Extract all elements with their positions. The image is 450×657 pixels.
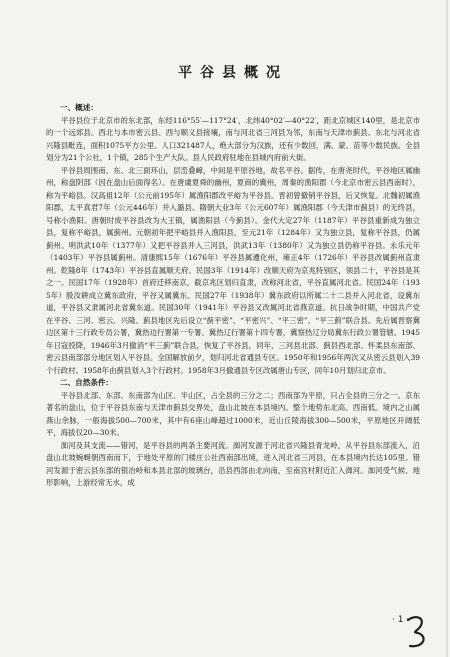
page-edge-shadow [445, 0, 448, 657]
section-overview [46, 102, 420, 377]
section-heading: 二、自然条件： [60, 378, 114, 388]
handwritten-mark [402, 612, 432, 652]
section-natural-conditions [46, 377, 420, 490]
paragraph: 平谷县北部、东部、东南部为山区、半山区，占全县的三分之二；西南部为平原，只占全县的三分之一。京东著名的盘山，位于平谷县东南与天津市蓟县交界处，盘山北坡在本县境内。整个地势东北高、西南低。境内之山属燕山余脉，一般海拔500—700米，其中有6座山峰超过1000米，近山丘陵海拔300—500米，平原地区开阔低平，海拔仅20—30米。 [46, 390, 420, 438]
page-number: · 1 · [392, 615, 410, 625]
document-title: 平谷县概况 [178, 65, 288, 81]
paragraph: 洳河及其支流——错河，是平谷县的两条主要河流。洳河发源于河北省兴隆县青龙岭，从平谷县东部流入，沿盘山北坡蜿蜒朝西南而下，于地处平原的门楼庄公社西南部出境，进入河北省三河县，在本县境内长达105里。错河发源于密云县东部的银冶岭和本县北部的玻璃台，沿县西部由北向南，至南宫村附近汇入洳河。洳河受气候、地形影响，上游经常无水，成 [46, 440, 420, 488]
paragraph: 平谷县位于北京市的东北部，东经116°55′—117°24′，北纬40°02′—40°22′，距北京城区140里，是北京市的一个远郊县。西北与本市密云县、西与顺义县接壤，南与河北省三河县为邻，东南与天津市蓟县、东北与河北省兴隆县毗连，面积1075平方公里。人口321487人，绝大部分为汉族，还有少数回、满、蒙、苗等少数民族。全县划分为21个公社，1个镇，285个生产大队。县人民政府驻地在县城内府前大街。 [46, 115, 420, 163]
section-heading: 一、概述： [60, 103, 98, 112]
paragraph: 平谷县周围南、东、北三面环山，层峦叠嶂，中间是平原谷地，故名平谷。据传，在唐尧时代，平谷地区属幽州，称盘阴部（因在盘山后面得名）。在唐虞夏舜的幽州，夏商的冀州，周秦的渔阳郡（今北京市密云县西南时），称为平峪县。汉高祖12年（公元前195年）属渔阳郡改平峪为平谷县。晋初曾撤销平谷县，后又恢复。北魏初属渔阳郡，太平真君7年（公元446年）并入潞县。隋朝大业3年（公元607年）属渔阳郡（今天津市蓟县）的无终县，号称小渔阳。唐朝时废平谷县改为大王镇，属渔阳县（今蓟县）。金代大定27年（1187年）平谷县重新成为独立县，复称平峪县，属蓟州。元朝初年把平峪县并入渔阳县，至元21年（1284年）又为独立县，复称平谷县，仍属蓟州。明洪武10年（1377年）又把平谷县并入三河县，洪武13年（1380年）又为独立县仍称平谷县。永乐元年（1403年）平谷县属蓟州。清康熙15年（1676年）平谷县属遵化州，雍正4年（1726年）平谷县改属蓟州直隶州。乾隆8年（1743年）平谷县直属顺天府。民国3年（1914年）改顺天府为京兆特别区，领县二十，平谷县是其之一。民国17年（1928年）首府迁移南京，截京兆区划归直隶，改称河北省，平谷直属河北省。民国24年（1935年）殷汝耕成立冀东政府，平谷又属冀东。民国27年（1938年）冀东政府以所属二十二县并入河北省，设冀东道，平谷县又隶属河北省冀东道。民国30年（1941年）平谷县又改属河北省燕京道。抗日战争时期，中国共产党在平谷、三河、密云、兴隆、蓟县地区先后设立“蓟平密”、“平密兴”、“平三密”、“平三蓟”联合县。先后属晋察冀边区第十三行政专员公署，冀热边行署第一专署、冀热辽行署第十四专署，冀察热辽分局冀东行政公署管辖。1945年日寇投降，1946年3月撤消“平三蓟”联合县，恢复了平谷县，同年，三河县北部、蓟县西北部、怀柔县东南部、密云县南部部分地区划入平谷县。全国解放前夕，划归河北省通县专区。1950年和1956年两次又从密云县划入39个行政村。1958年由蓟县划入3个行政村。1958年3月撤通县专区改属唐山专区，同年10月划归北京市。 [46, 165, 420, 375]
